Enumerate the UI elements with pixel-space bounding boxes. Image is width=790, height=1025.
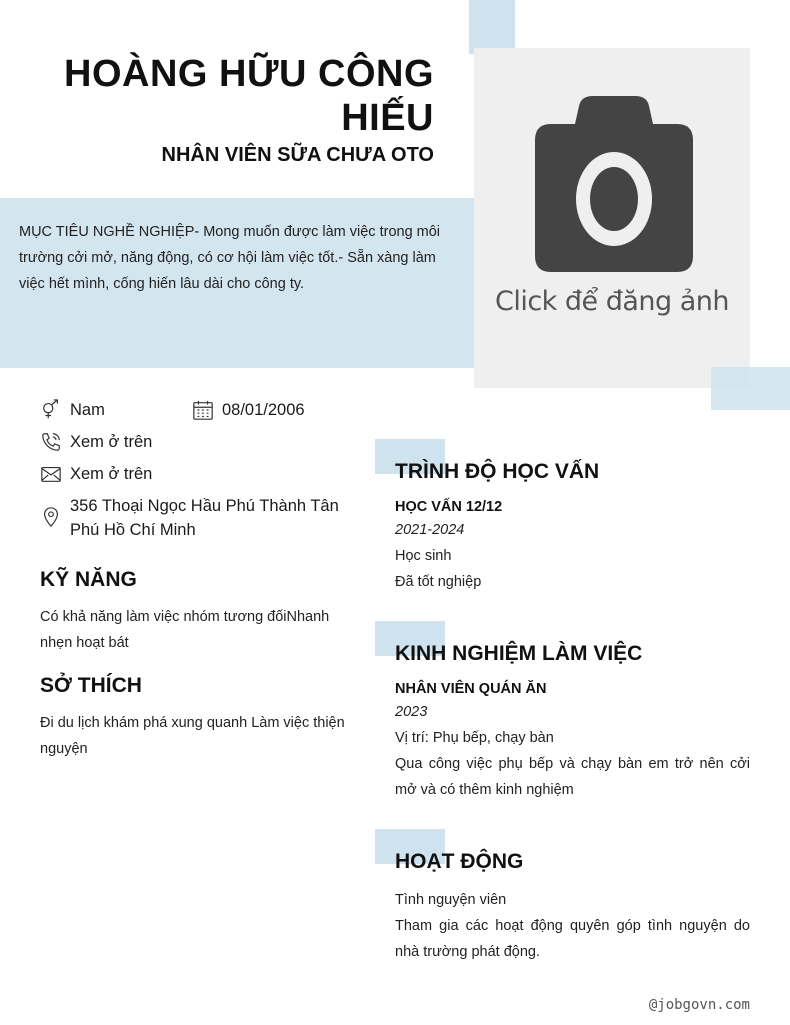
education-title: TRÌNH ĐỘ HỌC VẤN [395,460,600,483]
info-phone [40,430,152,454]
watermark: @jobgovn.com [648,997,750,1013]
education-result: Đã tốt nghiệp [395,574,482,590]
candidate-name: HOÀNG HỮU CÔNG HIẾU [64,53,434,139]
experience-company: NHÂN VIÊN QUÁN ĂN [395,681,547,697]
career-objective: MỤC TIÊU NGHỀ NGHIỆP- Mong muốn được làm việc trong môi trường cởi mở, năng động, có cơ hội làm việc tốt.- Sẵn xàng làm việc hết mình, cống hiến lâu dài cho công ty. [19,224,441,292]
email-value: Xem ở trên [70,465,153,483]
education-period: 2021-2024 [395,522,465,538]
experience-description: Qua công việc phụ bếp và chạy bàn em trở nên cởi mở và có thêm kinh nghiệm [395,756,750,798]
decor-block-photo-corner [711,367,790,410]
activities-title: HOẠT ĐỘNG [395,850,524,873]
info-email [40,462,152,486]
experience-role: Vị trí: Phụ bếp, chạy bàn [395,730,554,746]
info-gender [40,398,105,422]
address-value: 356 Thoại Ngọc Hầu Phú Thành Tân Phú Hồ Chí Minh [70,497,339,539]
location-pin-icon [40,506,62,528]
info-birthday [192,398,305,422]
hobbies-title: SỞ THÍCH [40,674,142,697]
photo-upload-area[interactable] [474,48,750,388]
skills-title: KỸ NĂNG [40,568,137,591]
birthday-value: 08/01/2006 [222,401,305,419]
experience-period: 2023 [395,704,428,720]
hobbies-text: Đi du lịch khám phá xung quanh Làm việc thiện nguyện [40,715,345,757]
mail-icon [40,463,62,485]
education-school: HỌC VẤN 12/12 [395,499,503,515]
info-address [40,494,360,542]
skills-text: Có khả năng làm việc nhóm tương đốiNhanh nhẹn hoạt bát [40,609,330,651]
experience-title: KINH NGHIỆM LÀM VIỆC [395,642,643,665]
calendar-icon [192,399,214,421]
photo-upload-label: Click để đăng ảnh [494,286,730,317]
phone-value: Xem ở trên [70,433,153,451]
activity-name: Tình nguyện viên [395,892,507,908]
gender-value: Nam [70,401,105,419]
decor-block-top [469,0,515,54]
activity-description: Tham gia các hoạt động quyên góp tình nguyện do nhà trường phát động. [395,918,750,960]
candidate-position: NHÂN VIÊN SỮA CHƯA OTO [161,144,434,166]
camera-icon [529,96,699,276]
gender-icon [40,399,62,421]
phone-icon [40,431,62,453]
education-major: Học sinh [395,548,452,564]
